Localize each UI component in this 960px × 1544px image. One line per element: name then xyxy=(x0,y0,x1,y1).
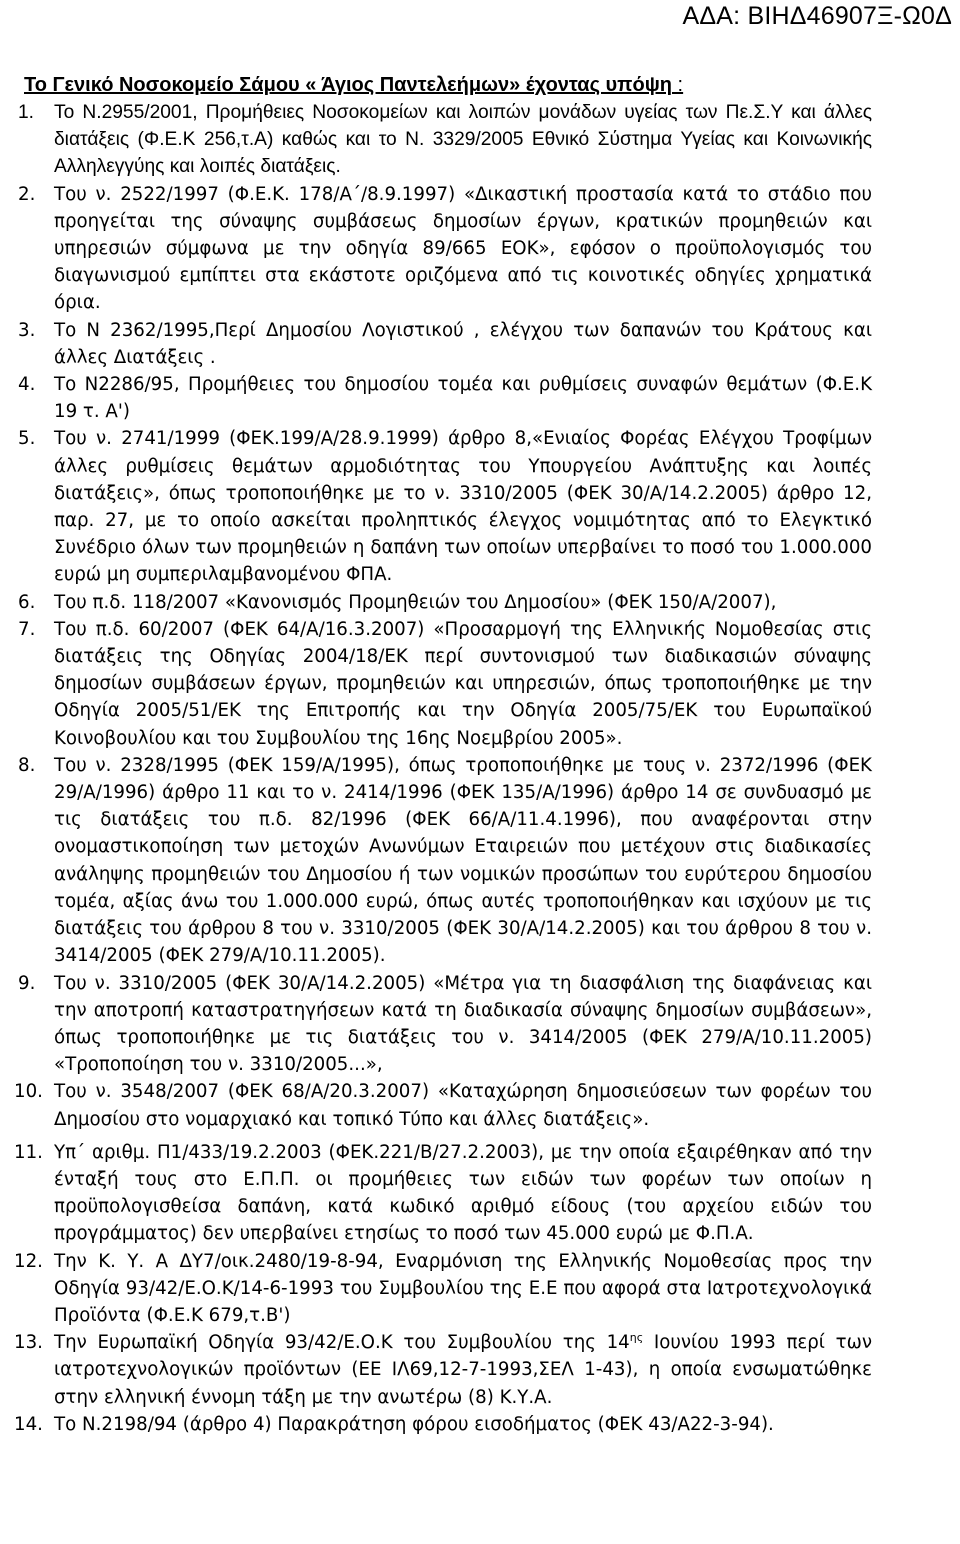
item-text: Του ν. 3310/2005 (ΦΕΚ 30/Α/14.2.2005) «Μέτρα για τη διασφάλιση της διαφάνειας και την αποτροπή καταστρατηγήσεων κατά τη διαδικασία σύναψης δημοσίων συμβάσεων», όπως τροποποιήθηκε με τις διατάξεις του ν. 3414/2005 (ΦΕΚ 279/Α/10.11.2005) «Τροποποίηση του ν. 3310/2005...», xyxy=(54,972,872,1076)
item-number: 1. xyxy=(18,102,35,123)
item-text-b: Ιουνίου 1993 περί των ιατροτεχνολογικών προϊόντων (ΕΕ ΙΛ69,12-7-1993,ΣΕΛ 1-43), η οποία ενσωματώθηκε στην ελληνική έννομη τάξη με την ανωτέρω (8) Κ.Υ.Α. xyxy=(54,1332,872,1408)
item-text: Του π.δ. 118/2007 «Κανονισμός Προμηθειών του Δημοσίου» (ΦΕΚ 150/Α/2007), xyxy=(54,591,777,613)
item-text: Του ν. 2522/1997 (Φ.Ε.Κ. 178/Α΄/8.9.1997) «Δικαστική προστασία κατά το στάδιο που προηγείται της σύναψης συμβάσεως δημοσίων έργων, κρατικών προμηθειών και υπηρεσιών σύμφωνα με την οδηγία 89/665 ΕΟΚ», εφόσον ο προϋπολογισμός του διαγωνισμού εμπίπτει στα εκάστοτε οριζόμενα από τις κοινοτικές οδηγίες χρηματικά όρια. xyxy=(54,183,872,314)
list-item xyxy=(0,589,960,616)
item-text: Του ν. 3548/2007 (ΦΕΚ 68/Α/20.3.2007) «Καταχώρηση δημοσιεύσεων των φορέων του Δημοσίου στο νομαρχιακό και τοπικό Τύπο και άλλες διατάξεις». xyxy=(54,1081,872,1130)
item-text-a: Την Ευρωπαϊκή Οδηγία 93/42/Ε.Ο.Κ του Συμβουλίου της 14 xyxy=(54,1332,630,1354)
list-item xyxy=(0,425,960,588)
item-text: Υπ΄ αριθμ. Π1/433/19.2.2003 (ΦΕΚ.221/Β/27.2.2003), με την οποία εξαιρέθηκαν από την ένταξή τους στο Ε.Π.Π. οι προμήθειες των ειδών των φορέων των οποίων η προϋπολογισθείσα δαπάνη, κατά κωδικό αριθμό είδους (του αρχείου ειδών του προγράμματος) δεν υπερβαίνει ετησίως το ποσό των 45.000 ευρώ με Φ.Π.Α. xyxy=(54,1141,872,1245)
item-text: Του π.δ. 60/2007 (ΦΕΚ 64/Α/16.3.2007) «Προσαρμογή της Ελληνικής Νομοθεσίας στις διατάξεις της Οδηγίας 2004/18/ΕΚ περί συντονισμού των διαδικασιών σύναψης δημοσίων συμβάσεων έργων, προμηθειών και υπηρεσιών, όπως τροποποιήθηκε με την Οδηγία 2005/51/ΕΚ της Επιτροπής και την Οδηγία 2005/75/ΕΚ του Ευρωπαϊκού Κοινοβουλίου και του Συμβουλίου της 16ης Νοεμβρίου 2005». xyxy=(54,618,872,749)
list-item xyxy=(0,616,960,752)
item-text: Το Ν 2362/1995,Περί Δημοσίου Λογιστικού , ελέγχου των δαπανών του Κράτους και άλλες Διατάξεις . xyxy=(54,319,872,368)
item-number: 7. xyxy=(18,618,36,640)
item-number: 6. xyxy=(18,591,36,613)
intro-text: Το Γενικό Νοσοκομείο Σάμου « Άγιος Παντελεήμων» έχοντας υπόψη xyxy=(24,74,672,96)
list-item xyxy=(0,317,960,371)
item-number: 10. xyxy=(14,1081,43,1103)
intro-colon: : xyxy=(672,74,684,96)
list-item xyxy=(0,181,960,317)
item-number: 4. xyxy=(18,374,36,396)
item-superscript: ης xyxy=(629,1331,644,1345)
list-item xyxy=(0,1248,960,1330)
legal-basis-list xyxy=(0,99,960,1438)
list-item xyxy=(0,1139,960,1248)
list-item xyxy=(0,970,960,1079)
intro-heading xyxy=(24,72,944,98)
list-item xyxy=(0,371,960,425)
list-item xyxy=(0,752,960,970)
list-item xyxy=(0,1411,960,1438)
item-number: 8. xyxy=(18,754,36,776)
item-text: Το Ν.2198/94 (άρθρο 4) Παρακράτηση φόρου εισοδήματος (ΦΕΚ 43/Α22-3-94). xyxy=(54,1413,774,1435)
ada-code: ΑΔΑ: ΒΙΗΔ46907Ξ-Ω0Δ xyxy=(682,2,952,30)
item-text: Του ν. 2741/1999 (ΦΕΚ.199/Α/28.9.1999) άρθρο 8,«Ενιαίος Φορέας Ελέγχου Τροφίμων άλλες ρυθμίσεις θεμάτων αρμοδιότητας του Υπουργείου Ανάπτυξης και λοιπές διατάξεις», όπως τροποποιήθηκε με το ν. 3310/2005 (ΦΕΚ 30/Α/14.2.2005) άρθρο 12, παρ. 27, με το οποίο ασκείται προληπτικός έλεγχος νομιμότητας από το Ελεγκτικό Συνέδριο όλων των προμηθειών η δαπάνη των οποίων υπερβαίνει το ποσό του 1.000.000 ευρώ μη συμπεριλαμβανομένου ΦΠΑ. xyxy=(54,428,872,586)
item-number: 14. xyxy=(14,1413,43,1435)
item-number: 12. xyxy=(14,1250,43,1272)
item-number: 13. xyxy=(14,1332,43,1354)
list-item xyxy=(0,99,960,181)
item-number: 5. xyxy=(18,428,36,450)
list-item xyxy=(0,1078,960,1132)
item-text: Το Ν.2955/2001, Προμήθειες Νοσοκομείων και λοιπών μονάδων υγείας των Πε.Σ.Υ και άλλες διατάξεις (Φ.Ε.Κ 256,τ.Α) καθώς και το Ν. 3329/2005 Εθνικό Σύστημα Υγείας και Κοινωνικής Αλληλεγγύης και λοιπές διατάξεις. xyxy=(54,102,872,178)
list-item xyxy=(0,1329,960,1411)
item-text: Την Κ. Υ. Α ΔΥ7/οικ.2480/19-8-94, Εναρμόνιση της Ελληνικής Νομοθεσίας προς την Οδηγία 93/42/Ε.Ο.Κ/14-6-1993 του Συμβουλίου της Ε.Ε που αφορά στα Ιατροτεχνολογικά Προϊόντα (Φ.Ε.Κ 679,τ.Β') xyxy=(54,1250,872,1326)
item-number: 2. xyxy=(18,183,36,205)
item-text: Του ν. 2328/1995 (ΦΕΚ 159/Α/1995), όπως τροποποιήθηκε με τους ν. 2372/1996 (ΦΕΚ 29/Α/1996) άρθρο 11 και το ν. 2414/1996 (ΦΕΚ 135/Α/1996) άρθρο 14 σε συνδυασμό με τις διατάξεις του π.δ. 82/1996 (ΦΕΚ 66/Α/11.4.1996), που αναφέρονται στην ονομαστικοποίηση των μετοχών Ανωνύμων Εταιρειών που μετέχουν στις διαδικασίες ανάληψης προμηθειών του Δημοσίου ή των νομικών προσώπων του ευρύτερου δημοσίου τομέα, αξίας άνω του 1.000.000 ευρώ, όπως αυτές τροποποιήθηκαν και ισχύουν με τις διατάξεις του άρθρου 8 του ν. 3310/2005 (ΦΕΚ 30/Α/14.2.2005) και του άρθρου 8 του ν. 3414/2005 (ΦΕΚ 279/Α/10.11.2005). xyxy=(54,754,872,967)
item-number: 3. xyxy=(18,319,36,341)
item-number: 11. xyxy=(14,1141,43,1163)
item-text: Το Ν2286/95, Προμήθειες του δημοσίου τομέα και ρυθμίσεις συναφών θεμάτων (Φ.Ε.Κ 19 τ. Α') xyxy=(54,374,872,423)
item-number: 9. xyxy=(18,972,36,994)
